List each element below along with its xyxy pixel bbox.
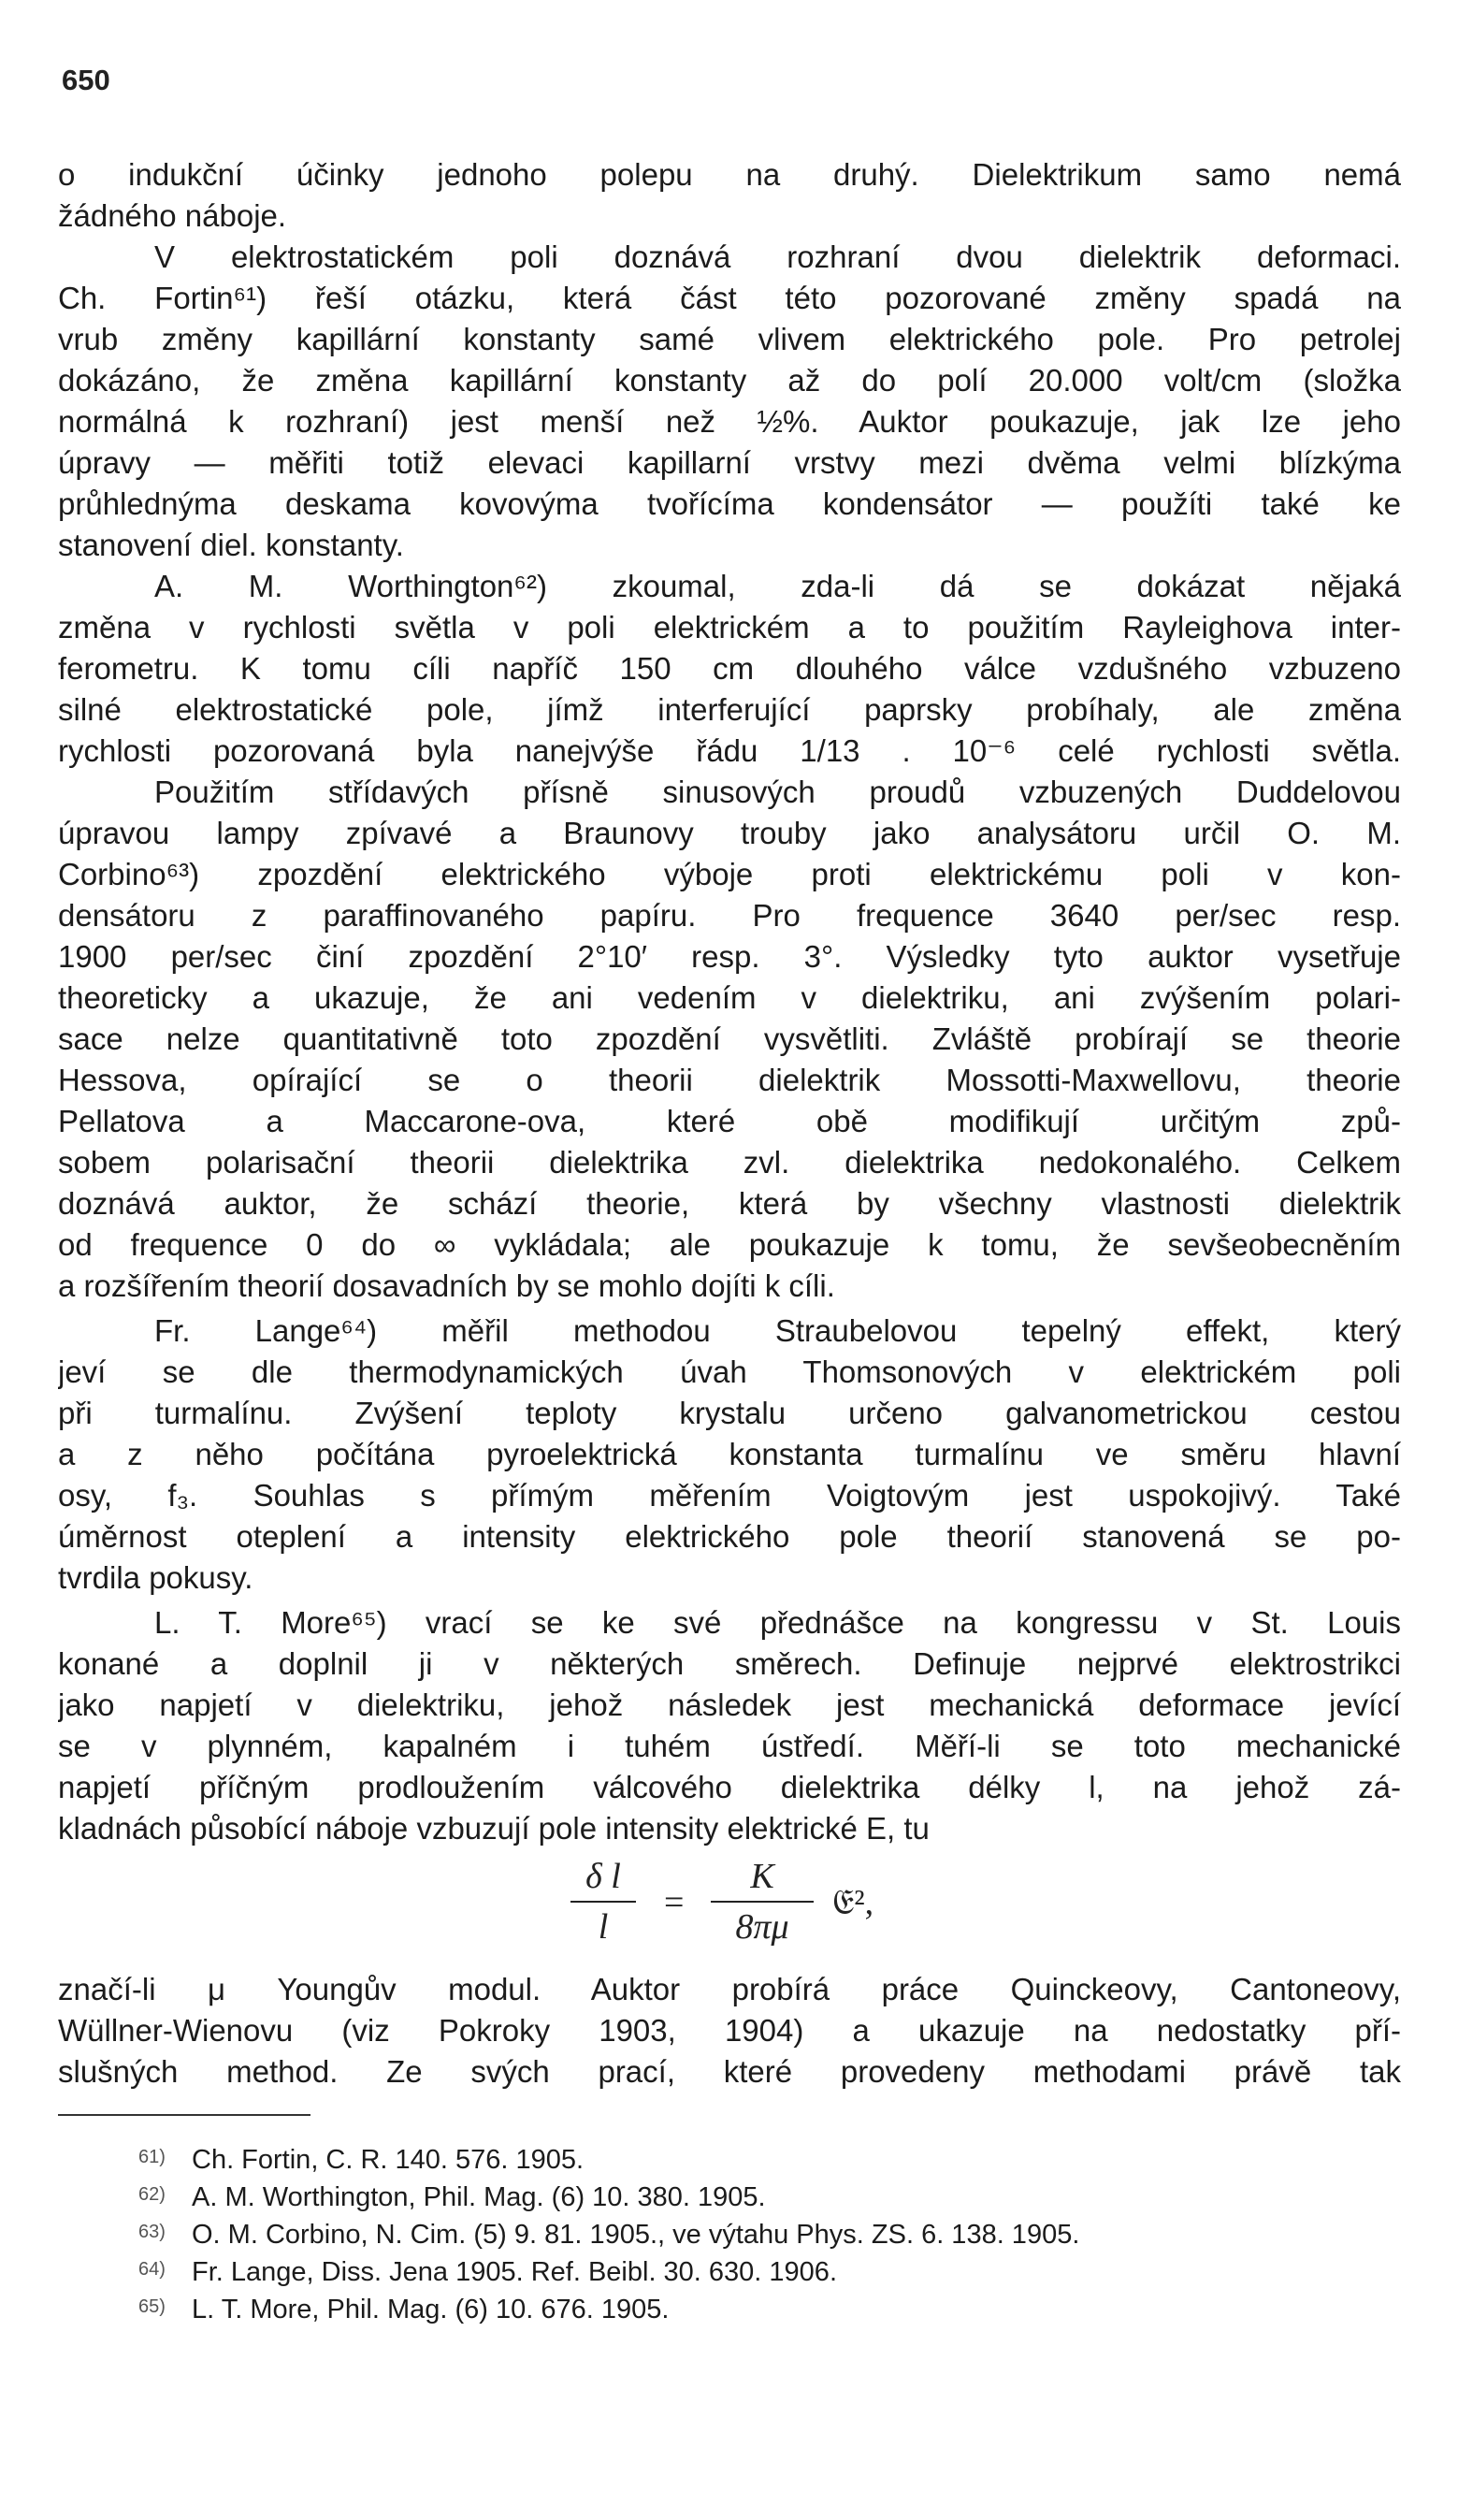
footnote: O. M. Corbino, N. Cim. (5) 9. 81. 1905., ve výtahu Phys. ZS. 6. 138. 1905.	[192, 2220, 1080, 2250]
equation	[570, 1856, 963, 1959]
text-line: 1900 per/sec činí zpozdění 2°10′ resp. 3°. Výsledky tyto auktor vysetřuje	[58, 939, 1401, 974]
text-line: Ch. Fortin⁶¹) řeší otázku, která část této pozorované změny spadá na	[58, 281, 1401, 315]
text-line: úpravou lampy zpívavé a Braunovy trouby jako analysátoru určil O. M.	[58, 816, 1401, 850]
footnote: A. M. Worthington, Phil. Mag. (6) 10. 380. 1905.	[192, 2182, 766, 2212]
equation-lhs-denominator: l	[598, 1907, 609, 1947]
text-line: průhlednýma deskama kovovýma tvořícíma kondensátor — použíti také ke	[58, 486, 1401, 521]
footnote-mark: 64)	[138, 2259, 166, 2280]
text-line: sobem polarisační theorii dielektrika zvl. dielektrika nedokonalého. Celkem	[58, 1145, 1401, 1180]
text-line: se v plynném, kapalném i tuhém ústředí. Měří-li se toto mechanické	[58, 1729, 1401, 1763]
text-line: jako napjetí v dielektriku, jehož následek jest mechanická deformace jevící	[58, 1687, 1401, 1722]
text-line: slušných method. Ze svých prací, které provedeny methodami právě tak	[58, 2054, 1401, 2089]
text-line: konané a doplnil ji v některých směrech. Definuje nejprvé elektrostrikci	[58, 1646, 1401, 1681]
text-line: jeví se dle thermodynamických úvah Thomsonových v elektrickém poli	[58, 1354, 1401, 1389]
footnote: Ch. Fortin, C. R. 140. 576. 1905.	[192, 2145, 585, 2175]
equation-lhs-numerator: δ l	[570, 1856, 636, 1903]
text-line: normálná k rozhraní) jest menší než ½%. Auktor poukazuje, jak lze jeho	[58, 404, 1401, 439]
text-line: Corbino⁶³) zpozdění elektrického výboje proti elektrickému poli v kon-	[58, 857, 1401, 891]
text-line: o indukční účinky jednoho polepu na druhý. Dielektrikum samo nemá	[58, 157, 1401, 192]
text-line: stanovení diel. konstanty.	[58, 528, 404, 562]
equation-rhs-denominator: 8πμ	[735, 1907, 789, 1947]
footnote: Fr. Lange, Diss. Jena 1905. Ref. Beibl. 30. 630. 1906.	[192, 2257, 837, 2287]
text-line: L. T. More⁶⁵) vrací se ke své přednášce na kongressu v St. Louis	[154, 1605, 1401, 1640]
text-line: silné elektrostatické pole, jímž interferující paprsky probíhaly, ale změna	[58, 692, 1401, 727]
text-line: Pellatova a Maccarone-ova, které obě modifikují určitým způ-	[58, 1104, 1401, 1138]
text-line: V elektrostatickém poli doznává rozhraní dvou dielektrik deformaci.	[154, 239, 1401, 274]
equation-field-squared: 𝔈²,	[832, 1883, 874, 1922]
equation-rhs-numerator: K	[711, 1856, 814, 1903]
text-line: vrub změny kapillární konstanty samé vlivem elektrického pole. Pro petrolej	[58, 322, 1401, 356]
text-line: změna v rychlosti světla v poli elektrickém a to použitím Rayleighova inter-	[58, 610, 1401, 644]
text-line: doznává auktor, že schází theorie, která by všechny vlastnosti dielektrik	[58, 1186, 1401, 1221]
text-line: úpravy — měřiti totiž elevaci kapillarní vrstvy mezi dvěma velmi blízkýma	[58, 445, 1401, 480]
footnote: L. T. More, Phil. Mag. (6) 10. 676. 1905.	[192, 2295, 670, 2324]
text-line: napjetí příčným prodloužením válcového dielektrika délky l, na jehož zá-	[58, 1770, 1401, 1804]
text-line: osy, f₃. Souhlas s přímým měřením Voigtovým jest uspokojivý. Také	[58, 1478, 1401, 1513]
text-line: dokázáno, že změna kapillární konstanty až do polí 20.000 volt/cm (složka	[58, 363, 1401, 398]
footnote-mark: 61)	[138, 2147, 166, 2167]
footnote-mark: 63)	[138, 2222, 166, 2242]
text-line: Hessova, opírající se o theorii dielektrik Mossotti-Maxwellovu, theorie	[58, 1063, 1401, 1097]
text-line: ferometru. K tomu cíli napříč 150 cm dlouhého válce vzdušného vzbuzeno	[58, 651, 1401, 686]
footnote-mark: 62)	[138, 2184, 166, 2205]
text-line: rychlosti pozorovaná byla nanejvýše řádu 1/13 . 10⁻⁶ celé rychlosti světla.	[58, 733, 1401, 768]
text-line: A. M. Worthington⁶²) zkoumal, zda-li dá se dokázat nějaká	[154, 569, 1401, 603]
page-number: 650	[62, 64, 110, 96]
equation-equals: =	[664, 1883, 685, 1922]
text-line: úměrnost oteplení a intensity elektrického pole theorií stanovená se po-	[58, 1519, 1401, 1554]
text-line: Wüllner-Wienovu (viz Pokroky 1903, 1904) a ukazuje na nedostatky pří-	[58, 2013, 1401, 2048]
text-line: densátoru z paraffinovaného papíru. Pro frequence 3640 per/sec resp.	[58, 898, 1401, 933]
text-line: tvrdila pokusy.	[58, 1560, 253, 1595]
equation-lhs	[570, 1856, 636, 1948]
text-line: od frequence 0 do ∞ vykládala; ale poukazuje k tomu, že sevšeobecněním	[58, 1227, 1401, 1262]
text-line: značí-li μ Youngův modul. Auktor probírá práce Quinckeovy, Cantoneovy,	[58, 1972, 1401, 2006]
text-line: a rozšířením theorií dosavadních by se mohlo dojíti k cíli.	[58, 1268, 835, 1303]
footnote-mark: 65)	[138, 2296, 166, 2317]
text-line: při turmalínu. Zvýšení teploty krystalu určeno galvanometrickou cestou	[58, 1396, 1401, 1430]
text-line: žádného náboje.	[58, 198, 287, 233]
text-line: sace nelze quantitativně toto zpozdění vysvětliti. Zvláště probírají se theorie	[58, 1021, 1401, 1056]
footnote-rule	[58, 2114, 310, 2116]
text-line: a z něho počítána pyroelektrická konstanta turmalínu ve směru hlavní	[58, 1437, 1401, 1471]
equation-rhs	[711, 1856, 814, 1948]
text-line: Fr. Lange⁶⁴) měřil methodou Straubelovou tepelný effekt, který	[154, 1313, 1401, 1348]
text-line: Použitím střídavých přísně sinusových proudů vzbuzených Duddelovou	[154, 775, 1401, 809]
text-line: kladnách působící náboje vzbuzují pole intensity elektrické E, tu	[58, 1811, 930, 1846]
text-line: theoreticky a ukazuje, že ani vedením v dielektriku, ani zvýšením polari-	[58, 980, 1401, 1015]
